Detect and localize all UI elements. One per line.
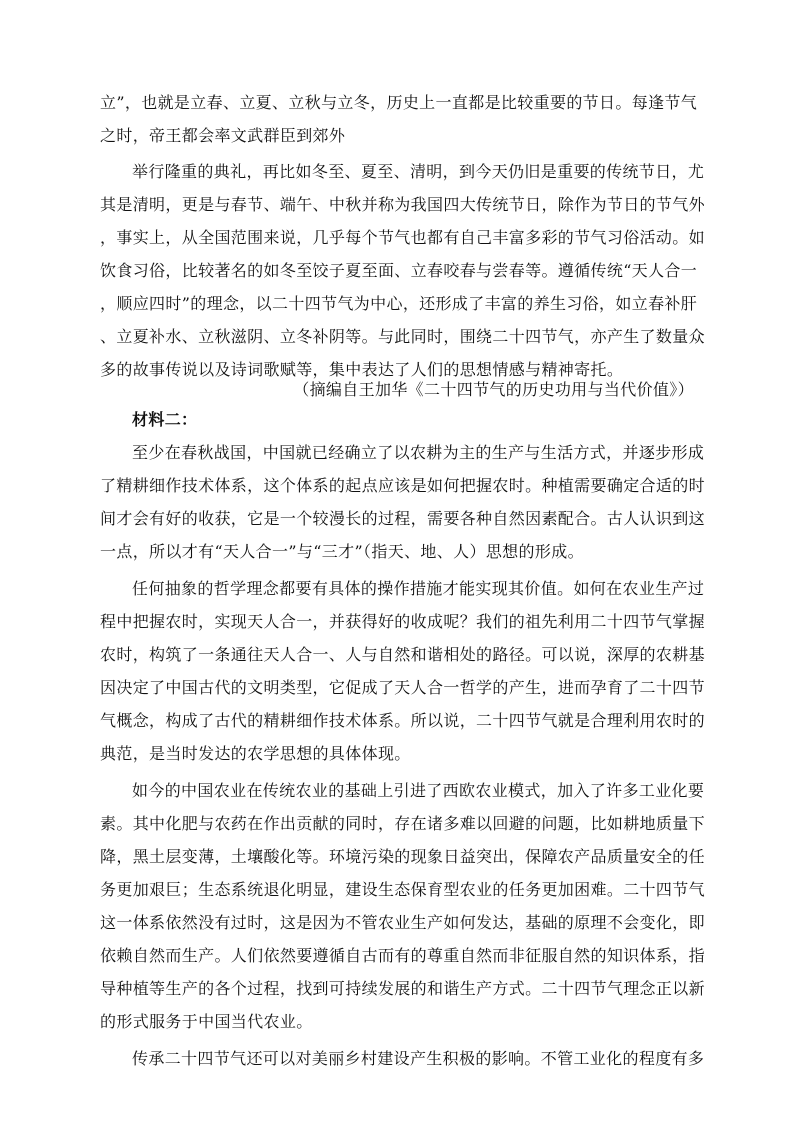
text-line: 如今的中国农业在传统农业的基础上引进了西欧农业模式，加入了许多工业化要 [132, 781, 705, 800]
text-line: 因决定了中国古代的文明类型，它促成了天人合一哲学的产生，进而孕育了二十四节 [100, 678, 705, 697]
text-line: 立”，也就是立春、立夏、立秋与立冬，历史上一直都是比较重要的节日。每逢节气 [100, 93, 698, 112]
text-line: 导种植等生产的各个过程，找到可持续发展的和谐生产方式。二十四节气理念正以新 [100, 979, 705, 998]
text-line: 至少在春秋战国，中国就已经确立了以农耕为主的生产与生活方式，并逐步形成 [132, 443, 705, 462]
text-line: ，事实上，从全国范围来说，几乎每个节气也都有自己丰富多彩的节气习俗活动。如 [100, 228, 705, 247]
text-line: 其是清明，更是与春节、端午、中秋并称为我国四大传统节日，除作为节日的节气外 [100, 195, 705, 214]
text-line: 的形式服务于中国当代农业。 [100, 1012, 313, 1031]
source-citation: （摘编自王加华《二十四节气的历史功用与当代价值》） [293, 380, 694, 399]
text-line: 这一体系依然没有过时，这是因为不管农业生产如何发达，基础的原理不会变化，即 [100, 913, 705, 932]
text-line: 一点，所以才有“天人合一”与“三才”（指天、地、人）思想的形成。 [100, 542, 584, 561]
text-line: 气概念，构成了古代的精耕细作技术体系。所以说，二十四节气就是合理利用农时的 [100, 711, 705, 730]
text-line: 农时，构筑了一条通往天人合一、人与自然和谐相处的路径。可以说，深厚的农耕基 [100, 645, 705, 664]
text-line: 务更加艰巨；生态系统退化明显，建设生态保育型农业的任务更加困难。二十四节气 [100, 880, 705, 899]
text-line: 多的故事传说以及诗词歌赋等，集中表达了人们的思想情感与精神寄托。 [100, 360, 624, 379]
text-line: 素。其中化肥与农药在作出贡献的同时，存在诸多难以回避的问题，比如耕地质量下 [100, 814, 705, 833]
text-line: 程中把握农时，实现天人合一，并获得好的收成呢？我们的祖先利用二十四节气掌握 [100, 612, 705, 631]
text-line: 典范，是当时发达的农学思想的具体体现。 [100, 744, 411, 763]
text-line: 、立夏补水、立秋滋阴、立冬补阴等。与此同时，围绕二十四节气，亦产生了数量众 [100, 327, 705, 346]
text-line: 任何抽象的哲学理念都要有具体的操作措施才能实现其价值。如何在农业生产过 [132, 579, 705, 598]
text-line: 降，黑土层变薄，土壤酸化等。环境污染的现象日益突出，保障农产品质量安全的任 [100, 847, 705, 866]
text-line: 间才会有好的收获，它是一个较漫长的过程，需要各种自然因素配合。古人认识到这 [100, 509, 705, 528]
text-line: ，顺应四时”的理念，以二十四节气为中心，还形成了丰富的养生习俗，如立春补肝 [100, 294, 698, 313]
text-line: 饮食习俗，比较著名的如冬至饺子夏至面、立春咬春与尝春等。遵循传统“天人合一 [100, 261, 698, 280]
text-line: 依赖自然而生产。人们依然要遵循自古而有的尊重自然而非征服自然的知识体系，指 [100, 946, 705, 965]
text-line: 了精耕细作技术体系，这个体系的起点应该是如何把握农时。种植需要确定合适的时 [100, 476, 705, 495]
text-line: 传承二十四节气还可以对美丽乡村建设产生积极的影响。不管工业化的程度有多 [132, 1049, 705, 1068]
text-line: 之时，帝王都会率文武群臣到郊外 [100, 126, 346, 145]
section-heading: 材料二： [132, 410, 198, 429]
text-line: 举行隆重的典礼，再比如冬至、夏至、清明，到今天仍旧是重要的传统节日，尤 [132, 162, 705, 181]
